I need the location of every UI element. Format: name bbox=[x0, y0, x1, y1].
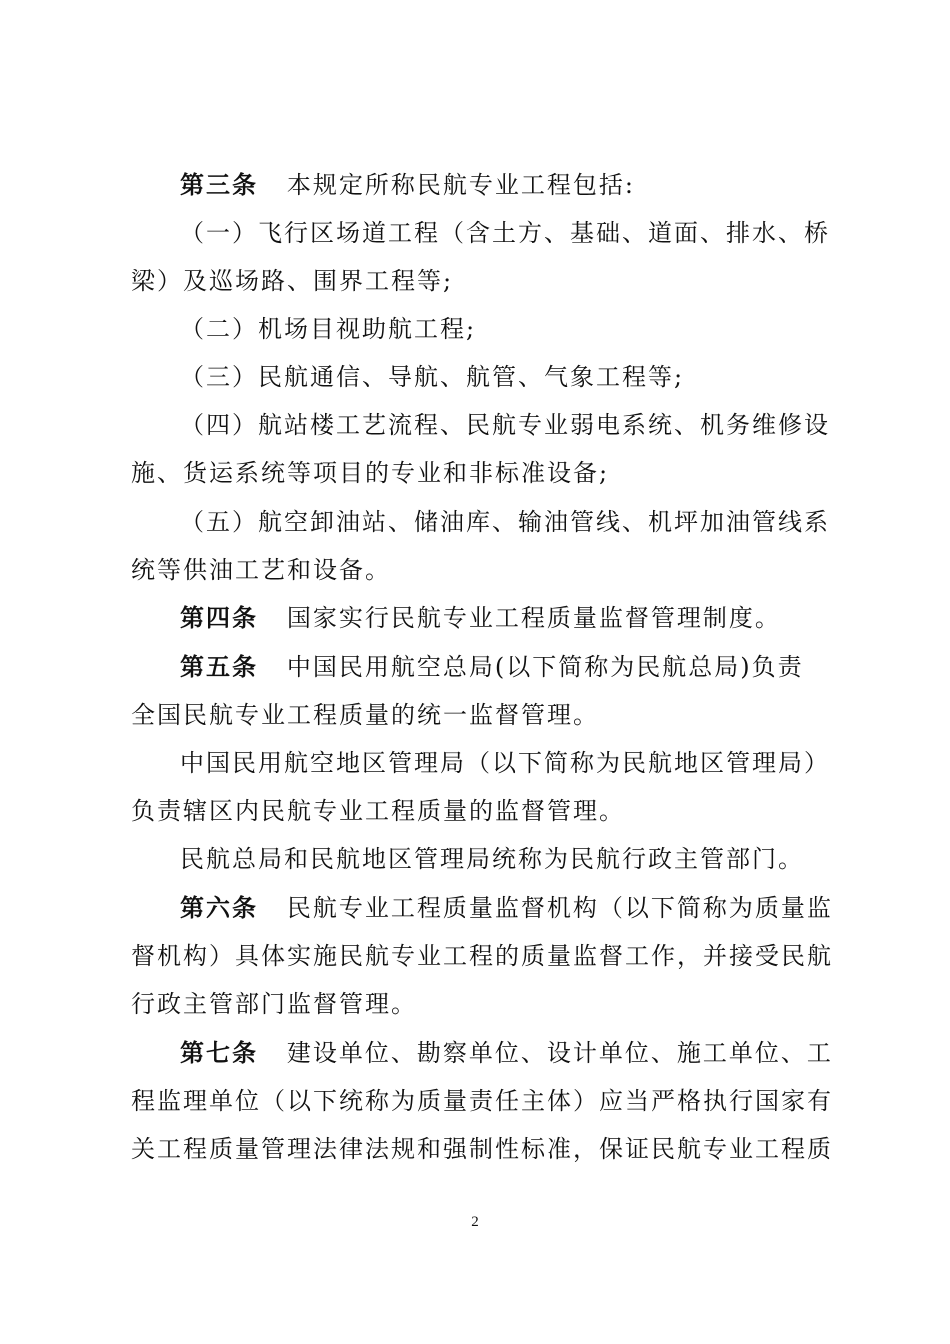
line-text: 本规定所称民航专业工程包括: bbox=[286, 171, 635, 199]
article-heading: 第六条 bbox=[180, 893, 258, 922]
text-line: 中国民用航空地区管理局（以下简称为民航地区管理局） bbox=[180, 749, 830, 777]
text-line bbox=[180, 170, 635, 200]
article-heading: 第三条 bbox=[180, 170, 258, 199]
text-line bbox=[180, 603, 781, 633]
article-heading: 第七条 bbox=[180, 1038, 258, 1067]
text-line bbox=[180, 652, 804, 682]
text-line: 统等供油工艺和设备。 bbox=[131, 556, 391, 584]
text-line: （三）民航通信、导航、航管、气象工程等; bbox=[180, 363, 685, 391]
line-text: 民航专业工程质量监督机构（以下简称为质量监 bbox=[286, 894, 833, 922]
text-line: 梁）及巡场路、围界工程等; bbox=[131, 267, 454, 295]
article-heading: 第五条 bbox=[180, 652, 258, 681]
text-line: 关工程质量管理法律法规和强制性标准，保证民航专业工程质 bbox=[131, 1135, 833, 1163]
line-text: 建设单位、勘察单位、设计单位、施工单位、工 bbox=[286, 1039, 833, 1067]
text-line: 全国民航专业工程质量的统一监督管理。 bbox=[131, 701, 599, 729]
text-line: （四）航站楼工艺流程、民航专业弱电系统、机务维修设 bbox=[180, 411, 830, 439]
text-line: 督机构）具体实施民航专业工程的质量监督工作，并接受民航 bbox=[131, 942, 833, 970]
text-line: 民航总局和民航地区管理局统称为民航行政主管部门。 bbox=[180, 845, 804, 873]
text-line: 负责辖区内民航专业工程质量的监督管理。 bbox=[131, 797, 625, 825]
text-line: 行政主管部门监督管理。 bbox=[131, 990, 417, 1018]
text-line: （五）航空卸油站、储油库、输油管线、机坪加油管线系 bbox=[180, 508, 830, 536]
line-text: 中国民用航空总局(以下简称为民航总局)负责 bbox=[286, 653, 804, 681]
article-heading: 第四条 bbox=[180, 603, 258, 632]
text-line: （二）机场目视助航工程; bbox=[180, 315, 477, 343]
text-line: （一）飞行区场道工程（含土方、基础、道面、排水、桥 bbox=[180, 219, 830, 247]
text-line: 程监理单位（以下统称为质量责任主体）应当严格执行国家有 bbox=[131, 1087, 833, 1115]
line-text: 国家实行民航专业工程质量监督管理制度。 bbox=[286, 604, 781, 632]
text-line bbox=[180, 893, 833, 923]
text-line: 施、货运系统等项目的专业和非标准设备; bbox=[131, 459, 610, 487]
text-line bbox=[180, 1038, 833, 1068]
page-number: 2 bbox=[471, 1214, 479, 1230]
